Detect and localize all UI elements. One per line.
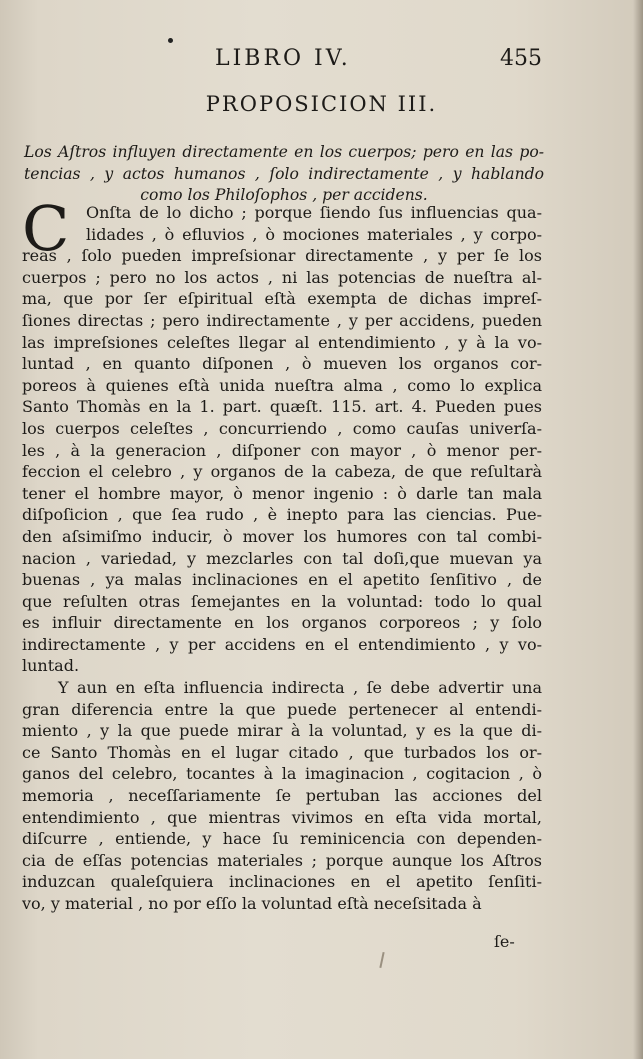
catchword: ſe- [494,932,515,951]
text-line: ganos del celebro, tocantes à la imaginacion , cogitacion , ò [22,764,542,784]
text-line: Santo Thomàs en la 1. part. quæſt. 115. art. 4. Pueden pues [22,397,542,417]
text-line: cia de eſſas potencias materiales ; porque aunque los Aſtros [22,850,542,870]
text-line: entendimiento , que mientras vivimos en eſta vida mortal, [22,807,542,827]
text-line: Onſta de lo dicho ; porque ſiendo ſus influencias qua- [86,203,542,222]
page-number: 455 [500,46,542,71]
statement-line-1: Los Aſtros influyen directamente en los cuerpos; pero en las po- [24,143,544,161]
proposition-statement [24,143,544,206]
text-line: lidades , ò efluvios , ò mociones materiales , y corpo- [86,224,542,244]
text-line: las impreſsiones celeſtes llegar al entendimiento , y à la vo- [22,332,542,352]
text-line: diſcurre , entiende, y hace ſu reminicencia con dependen- [22,829,542,849]
ink-dot [168,38,173,43]
text-line: ma, que por ſer eſpiritual eſtà exempta de dichas impreſ- [22,289,542,309]
text-line: les , à la generacion , diſponer con mayor , ò menor per- [22,440,542,460]
text-line: miento , y la que puede mirar à la voluntad, y es la que di- [22,721,542,741]
text-line: poreos à quienes eſtà unida nueſtra alma , como lo explica [22,375,542,395]
text-line: vo, y material , no por eſſo la voluntad eſtà neceſsitada à [22,894,482,913]
proposition-title: PROPOSICION III. [205,92,438,116]
text-line: reas , ſolo pueden impreſsionar directamente , y per ſe los [22,246,542,266]
text-line: nacion , variedad, y mezclarles con tal doſi,que muevan ya [22,548,542,568]
running-head: LIBRO IV. [215,46,351,71]
text-line: induzcan qualeſquiera inclinaciones en el apetito ſenſiti- [22,872,542,892]
text-line: Y aun en eſta influencia indirecta , ſe debe advertir una [58,678,542,698]
text-line: den aſsimiſmo inducir, ò mover los humores con tal combi- [22,526,542,546]
text-line: memoria , neceſſariamente ſe pertuban las acciones del [22,786,542,806]
text-line: cuerpos ; pero no los actos , ni las potencias de nueſtra al- [22,267,542,287]
text-line: indirectamente , y per accidens en el entendimiento , y vo- [22,634,542,654]
statement-line-2: tencias , y actos humanos , ſolo indirectamente , y hablando [24,164,544,183]
text-line: ce Santo Thomàs en el lugar citado , que turbados los or- [22,742,542,762]
text-line: gran diferencia entre la que puede pertenecer al entendi- [22,699,542,719]
text-line: que reſulten otras ſemejantes en la voluntad: todo lo qual [22,591,542,611]
text-line: los cuerpos celeſtes , concurriendo , como cauſas univerſa- [22,418,542,438]
text-line: feccion el celebro , y organos de la cabeza, de que reſultarà [22,462,542,482]
page-edge-shadow [633,0,643,1059]
text-line: es influir directamente en los organos corporeos ; y ſolo [22,613,542,633]
ink-mark [379,952,384,968]
text-line: ſiones directas ; pero indirectamente , y per accidens, pueden [22,310,542,330]
text-line: diſpoſicion , que ſea rudo , è inepto para las ciencias. Pue- [22,505,542,525]
text-line: luntad , en quanto diſponen , ò mueven los organos cor- [22,354,542,374]
drop-capital: C [22,192,70,265]
paragraph-2 [22,677,542,915]
text-line: buenas , ya malas inclinaciones en el apetito ſenſitivo , de [22,570,542,590]
statement-line-3: como los Philoſophos , per accidens. [140,186,428,205]
text-line: tener el hombre mayor, ò menor ingenio : ò darle tan mala [22,483,542,503]
text-line: luntad. [22,656,80,676]
